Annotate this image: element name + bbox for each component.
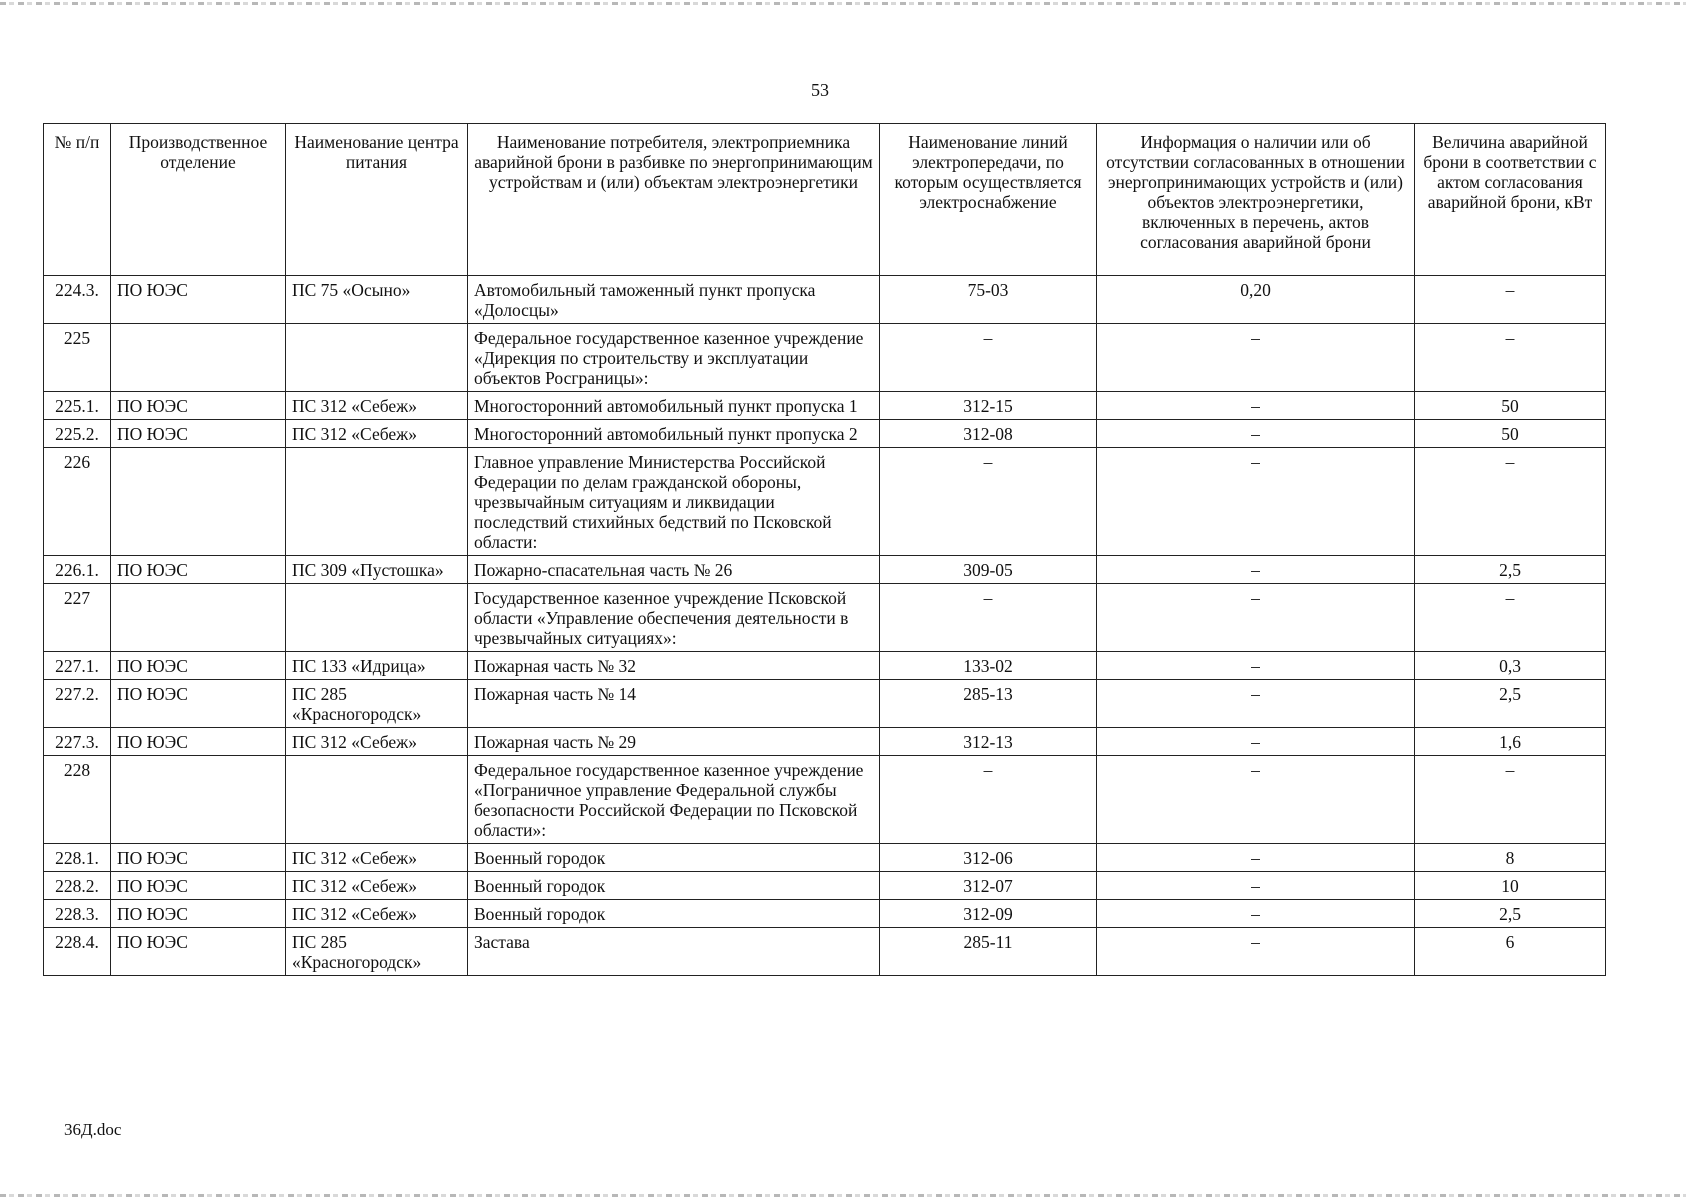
row-power-center: ПС 312 «Себеж» [286,844,468,872]
row-agreement-info: – [1097,680,1415,728]
row-reserve-value: 2,5 [1415,680,1606,728]
scan-edge-top [0,2,1686,5]
row-reserve-value: 10 [1415,872,1606,900]
table-row [44,324,1606,392]
row-power-line: 309-05 [880,556,1097,584]
emergency-reserve-table [43,123,1606,976]
row-power-line: 285-13 [880,680,1097,728]
row-division [111,324,286,392]
row-reserve-value: 8 [1415,844,1606,872]
row-reserve-value: 1,6 [1415,728,1606,756]
row-agreement-info: – [1097,556,1415,584]
row-power-line: – [880,756,1097,844]
table-row [44,872,1606,900]
row-number: 228.4. [44,928,111,976]
row-number: 227.3. [44,728,111,756]
row-division: ПО ЮЭС [111,900,286,928]
row-power-center [286,324,468,392]
row-consumer: Федеральное государственное казенное учреждение «Пограничное управление Федеральной службы безопасности Российской Федерации по Псковской области»: [468,756,880,844]
row-agreement-info: – [1097,420,1415,448]
row-reserve-value: 50 [1415,392,1606,420]
row-division: ПО ЮЭС [111,928,286,976]
row-power-line: – [880,324,1097,392]
table-row [44,756,1606,844]
table-body [44,276,1606,976]
row-reserve-value: 0,3 [1415,652,1606,680]
row-power-line: 312-08 [880,420,1097,448]
row-agreement-info: – [1097,324,1415,392]
row-reserve-value: – [1415,756,1606,844]
row-number: 228.2. [44,872,111,900]
table-row [44,276,1606,324]
table-row [44,556,1606,584]
row-number: 224.3. [44,276,111,324]
table-row [44,652,1606,680]
header-power-center: Наименование центра питания [286,124,468,276]
row-power-center [286,584,468,652]
row-consumer: Автомобильный таможенный пункт пропуска «Долосцы» [468,276,880,324]
row-division: ПО ЮЭС [111,392,286,420]
row-power-line: – [880,448,1097,556]
row-consumer: Главное управление Министерства Российской Федерации по делам гражданской обороны, чрезвычайным ситуациям и ликвидации последствий стихийных бедствий по Псковской области: [468,448,880,556]
row-consumer: Военный городок [468,844,880,872]
table-row [44,900,1606,928]
row-reserve-value: 50 [1415,420,1606,448]
header-reserve-value: Величина аварийной брони в соответствии с актом согласования аварийной брони, кВт [1415,124,1606,276]
row-number: 228.3. [44,900,111,928]
row-power-line: 312-13 [880,728,1097,756]
table-row [44,844,1606,872]
row-number: 225.2. [44,420,111,448]
row-power-center: ПС 312 «Себеж» [286,900,468,928]
row-agreement-info: – [1097,900,1415,928]
table-row [44,680,1606,728]
row-power-center: ПС 309 «Пустошка» [286,556,468,584]
row-power-line: – [880,584,1097,652]
row-reserve-value: – [1415,276,1606,324]
row-power-center [286,756,468,844]
row-division [111,584,286,652]
row-division [111,756,286,844]
row-division: ПО ЮЭС [111,680,286,728]
row-reserve-value: 2,5 [1415,900,1606,928]
row-reserve-value: 2,5 [1415,556,1606,584]
table-row [44,420,1606,448]
row-consumer: Пожарная часть № 32 [468,652,880,680]
row-power-center: ПС 312 «Себеж» [286,392,468,420]
row-power-center: ПС 285 «Красногородск» [286,680,468,728]
row-consumer: Федеральное государственное казенное учреждение «Дирекция по строительству и эксплуатации объектов Росграницы»: [468,324,880,392]
row-number: 225 [44,324,111,392]
row-number: 225.1. [44,392,111,420]
row-division: ПО ЮЭС [111,844,286,872]
row-agreement-info: – [1097,728,1415,756]
row-agreement-info: – [1097,928,1415,976]
row-power-center: ПС 75 «Осыно» [286,276,468,324]
row-consumer: Многосторонний автомобильный пункт пропуска 2 [468,420,880,448]
header-division: Производственное отделение [111,124,286,276]
row-power-center [286,448,468,556]
row-power-center: ПС 312 «Себеж» [286,872,468,900]
header-agreement-info: Информация о наличии или об отсутствии согласованных в отношении энергопринимающих устройств и (или) объектов электроэнергетики, включенных в перечень, актов согласования аварийной брони [1097,124,1415,276]
row-number: 228 [44,756,111,844]
row-number: 227.1. [44,652,111,680]
row-agreement-info: – [1097,392,1415,420]
row-power-line: 312-15 [880,392,1097,420]
row-power-line: 285-11 [880,928,1097,976]
header-power-lines: Наименование линий электропередачи, по которым осуществляется электроснабжение [880,124,1097,276]
row-number: 228.1. [44,844,111,872]
row-reserve-value: 6 [1415,928,1606,976]
row-reserve-value: – [1415,584,1606,652]
header-consumer: Наименование потребителя, электроприемника аварийной брони в разбивке по энергопринимающим устройствам и (или) объектам электроэнергетики [468,124,880,276]
page-number: 53 [811,80,829,100]
table-row [44,448,1606,556]
row-consumer: Многосторонний автомобильный пункт пропуска 1 [468,392,880,420]
table-row [44,584,1606,652]
row-agreement-info: – [1097,756,1415,844]
row-agreement-info: – [1097,652,1415,680]
row-division: ПО ЮЭС [111,652,286,680]
row-agreement-info: – [1097,872,1415,900]
row-division: ПО ЮЭС [111,276,286,324]
row-agreement-info: 0,20 [1097,276,1415,324]
row-power-line: 312-07 [880,872,1097,900]
row-number: 226 [44,448,111,556]
file-name-footer: 36Д.doc [64,1120,122,1139]
table-row [44,392,1606,420]
row-number: 227 [44,584,111,652]
row-agreement-info: – [1097,844,1415,872]
row-number: 227.2. [44,680,111,728]
table-header-row [44,124,1606,276]
row-division: ПО ЮЭС [111,556,286,584]
row-agreement-info: – [1097,448,1415,556]
row-consumer: Пожарно-спасательная часть № 26 [468,556,880,584]
row-power-line: 312-09 [880,900,1097,928]
row-power-line: 133-02 [880,652,1097,680]
row-power-center: ПС 133 «Идрица» [286,652,468,680]
row-number: 226.1. [44,556,111,584]
row-division: ПО ЮЭС [111,872,286,900]
row-division: ПО ЮЭС [111,420,286,448]
row-consumer: Пожарная часть № 14 [468,680,880,728]
table-row [44,928,1606,976]
row-agreement-info: – [1097,584,1415,652]
row-division [111,448,286,556]
row-consumer: Государственное казенное учреждение Псковской области «Управление обеспечения деятельности в чрезвычайных ситуациях»: [468,584,880,652]
row-power-line: 75-03 [880,276,1097,324]
row-power-center: ПС 312 «Себеж» [286,728,468,756]
row-reserve-value: – [1415,324,1606,392]
row-power-line: 312-06 [880,844,1097,872]
header-number: № п/п [44,124,111,276]
row-consumer: Военный городок [468,872,880,900]
row-reserve-value: – [1415,448,1606,556]
row-division: ПО ЮЭС [111,728,286,756]
scan-edge-bottom [0,1194,1686,1197]
row-power-center: ПС 285 «Красногородск» [286,928,468,976]
row-consumer: Военный городок [468,900,880,928]
table-row [44,728,1606,756]
row-consumer: Пожарная часть № 29 [468,728,880,756]
row-consumer: Застава [468,928,880,976]
row-power-center: ПС 312 «Себеж» [286,420,468,448]
